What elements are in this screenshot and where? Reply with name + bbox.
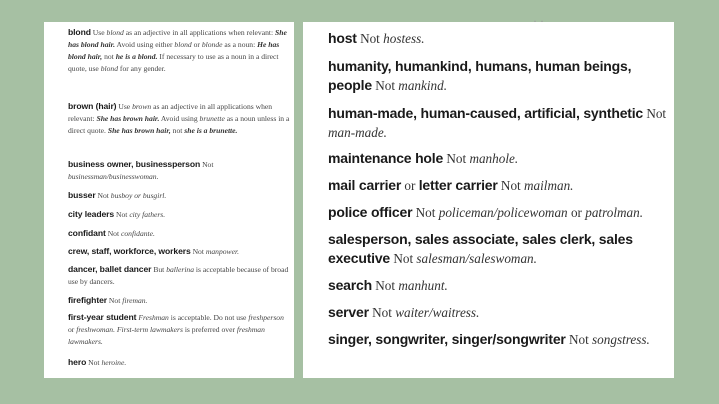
entry-salesperson (328, 230, 668, 268)
entry-text: as an adjective in all applications when relevant: (68, 102, 273, 123)
entry-not: Not (107, 229, 121, 238)
entry-text: blond (174, 40, 192, 49)
entry-not: Not (360, 31, 384, 46)
entry-dancer (68, 263, 290, 288)
entry-or: or (567, 205, 586, 220)
entry-text: brown (132, 102, 152, 111)
entry-alternative: mailman. (524, 178, 574, 193)
entry-alternative: man-made. (328, 125, 387, 140)
entry-text: But (153, 265, 167, 274)
entry-example: She has blond hair. (68, 28, 287, 49)
entry-term: firefighter (68, 295, 108, 305)
entry-not: Not (393, 251, 417, 266)
entry-term: maintenance hole (328, 150, 444, 166)
entry-term: confidant (68, 228, 106, 238)
entry-text: brunette (199, 114, 225, 123)
entry-alternative: manhole. (469, 151, 519, 166)
entry-business-owner (68, 158, 290, 183)
entry-text: Use (92, 28, 107, 37)
entry-not: Not (646, 106, 667, 121)
entry-police-officer (328, 203, 668, 222)
entry-example: he is a blond. (115, 52, 158, 61)
entry-not: Not (192, 247, 206, 256)
entry-alternative: heroine. (101, 358, 127, 367)
entry-text: freshman lawmakers. (68, 325, 265, 346)
entry-text: not (170, 126, 185, 135)
entry-firefighter (68, 294, 290, 307)
entry-term: busser (68, 190, 96, 200)
entry-first-year-student (68, 311, 290, 348)
entry-not: Not (116, 210, 130, 219)
entry-term: server (328, 304, 369, 320)
entry-text: freshperson (248, 313, 284, 322)
entry-term: letter carrier (418, 177, 498, 193)
entry-alternative: businessman/businesswoman. (68, 172, 159, 181)
entry-text: First-term lawmakers (116, 325, 183, 334)
entry-not: Not (446, 151, 470, 166)
entry-term: mail carrier (328, 177, 402, 193)
entry-alternative: patrolman. (585, 205, 643, 220)
entry-text: freshwoman. (76, 325, 115, 334)
entry-busser (68, 189, 290, 202)
cut-off-text-fragment: · · (533, 14, 544, 28)
entry-text: or (68, 325, 77, 334)
entry-singer (328, 330, 668, 349)
entry-not: Not (372, 305, 396, 320)
left-page (44, 22, 294, 378)
entry-text: blonde (201, 40, 223, 49)
entry-example: She has brown hair. (96, 114, 160, 123)
entry-term: city leaders (68, 209, 115, 219)
entry-term: crew, staff, workforce, workers (68, 246, 191, 256)
entry-not: Not (500, 178, 524, 193)
entry-mail-carrier (328, 176, 668, 195)
entry-text: is acceptable because of broad use by dancers. (68, 265, 289, 286)
entry-text: Avoid using (159, 114, 200, 123)
entry-term: humanity, humankind, humans, human beings, people (328, 58, 632, 93)
entry-term: search (328, 277, 372, 293)
entry-term: blond (68, 27, 91, 37)
entry-term: dancer, ballet dancer (68, 264, 152, 274)
entry-term: business owner, businessperson (68, 159, 201, 169)
entry-host (328, 29, 668, 48)
entry-server (328, 303, 668, 322)
entry-text: blond (100, 64, 119, 73)
entry-term: police officer (328, 204, 413, 220)
entry-text: is acceptable. Do not use (168, 313, 249, 322)
entry-alternative: fireman. (122, 296, 148, 305)
entry-humanity (328, 57, 668, 95)
entry-brown-hair (68, 100, 290, 137)
entry-or: or (401, 178, 419, 193)
entry-example: She has brown hair, (107, 126, 171, 135)
entry-text: is preferred over (182, 325, 237, 334)
entry-not: Not (375, 78, 399, 93)
entry-term: salesperson, sales associate, sales clerk, sales executive (328, 231, 633, 266)
entry-alternative: hostess. (383, 31, 425, 46)
entry-text: not (102, 52, 116, 61)
entry-not: Not (202, 160, 214, 169)
entry-alternative: busboy or busgirl. (110, 191, 167, 200)
entry-crew-staff (68, 245, 290, 258)
entry-city-leaders (68, 208, 290, 221)
entry-text: If necessary to use as a noun in a direct quote, use (68, 52, 279, 73)
entry-not: Not (415, 205, 439, 220)
entry-text: Use (118, 102, 133, 111)
entry-alternative: manpower. (205, 247, 239, 256)
entry-not: Not (97, 191, 111, 200)
entry-alternative: waiter/waitress. (395, 305, 480, 320)
entry-example: she is a brunette. (184, 126, 238, 135)
entry-alternative: policeman/policewoman (438, 205, 568, 220)
entry-term: human-made, human-caused, artificial, synthetic (328, 105, 644, 121)
entry-text: for any gender. (118, 64, 166, 73)
entry-text: ballerina (166, 265, 195, 274)
entry-text: Freshman (138, 313, 169, 322)
entry-term: brown (hair) (68, 101, 117, 111)
entry-hero (68, 356, 290, 369)
entry-text: as a noun: (222, 40, 258, 49)
entry-alternative: songstress. (592, 332, 650, 347)
entry-alternative: salesman/saleswoman. (416, 251, 537, 266)
entry-term: host (328, 30, 357, 46)
entry-not: Not (88, 358, 102, 367)
entry-search (328, 276, 668, 295)
entry-not: Not (375, 278, 399, 293)
entry-alternative: mankind. (398, 78, 448, 93)
entry-alternative: confidante. (120, 229, 155, 238)
entry-text: as an adjective in all applications when relevant: (123, 28, 276, 37)
right-page (303, 14, 674, 378)
entry-blond (68, 26, 290, 75)
entry-maintenance-hole (328, 149, 668, 168)
entry-term: hero (68, 357, 87, 367)
entry-example: He has blond hair, (68, 40, 280, 61)
entry-term: first-year student (68, 312, 137, 322)
entry-not: Not (108, 296, 123, 305)
entry-term: singer, songwriter, singer/songwriter (328, 331, 566, 347)
entry-human-made (328, 104, 668, 142)
entry-confidant (68, 227, 290, 240)
entry-text: or (191, 40, 202, 49)
entry-text: blond (106, 28, 124, 37)
entry-alternative: manhunt. (398, 278, 448, 293)
entry-alternative: city fathers. (129, 210, 166, 219)
entry-text: Avoid using either (115, 40, 175, 49)
entry-not: Not (568, 332, 593, 347)
entry-text: as a noun unless in a direct quote. (68, 114, 290, 135)
